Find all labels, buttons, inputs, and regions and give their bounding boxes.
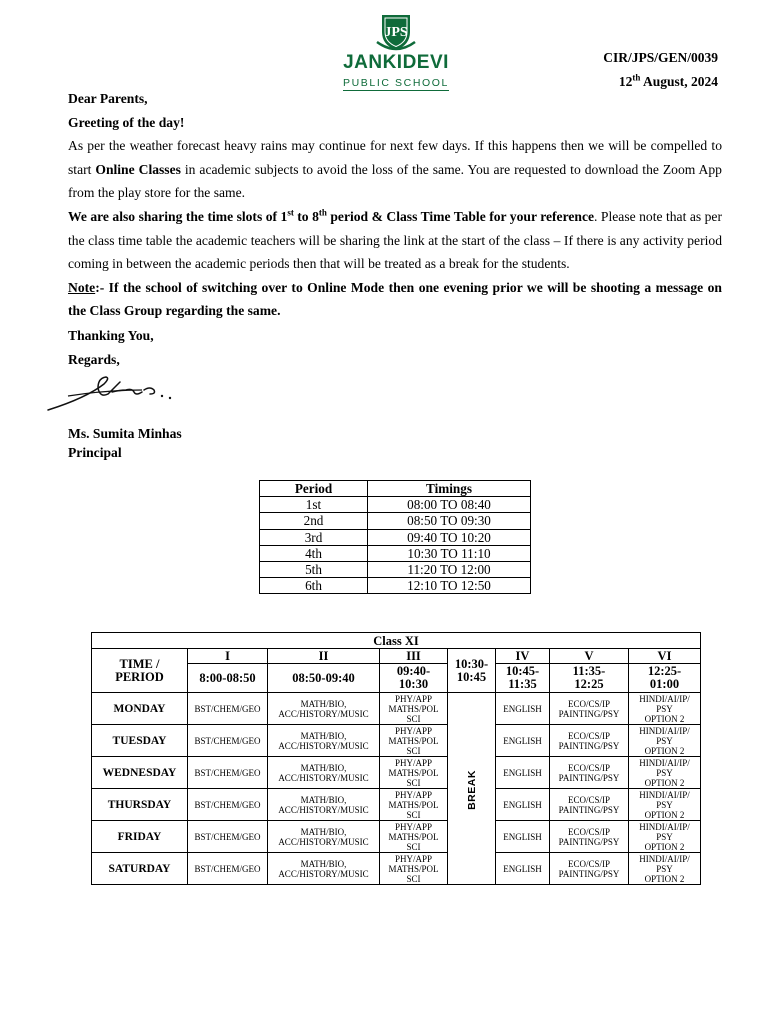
period-6-subjects: HINDI/AI/IP/ PSY OPTION 2: [629, 821, 701, 853]
day-label: THURSDAY: [92, 789, 188, 821]
day-label: TUESDAY: [92, 725, 188, 757]
timing-cell: 10:30 TO 11:10: [368, 545, 531, 561]
period-3-subjects: PHY/APP MATHS/POL SCI: [380, 757, 448, 789]
period-1-subjects: BST/CHEM/GEO: [188, 757, 268, 789]
period-3-subjects: PHY/APP MATHS/POL SCI: [380, 789, 448, 821]
period-5-subjects: ECO/CS/IP PAINTING/PSY: [550, 725, 629, 757]
period-2-subjects: MATH/BIO, ACC/HISTORY/MUSIC: [268, 757, 380, 789]
numeral-V: V: [550, 649, 629, 664]
period-4-subjects: ENGLISH: [496, 853, 550, 885]
numeral-II: II: [268, 649, 380, 664]
school-name: JANKIDEVI: [343, 52, 449, 73]
break-label: BREAK: [465, 769, 478, 810]
letter-date: 12th August, 2024: [618, 72, 718, 89]
timetable-row: [92, 725, 701, 757]
header-timings: Timings: [368, 481, 531, 497]
break-time: 10:30- 10:45: [448, 649, 496, 693]
period-2-subjects: MATH/BIO, ACC/HISTORY/MUSIC: [268, 853, 380, 885]
table-row: [260, 497, 531, 513]
timetable-caption: Class XI: [92, 633, 701, 649]
period-4-subjects: ENGLISH: [496, 693, 550, 725]
school-subtitle: PUBLIC SCHOOL: [343, 77, 449, 89]
period-5-subjects: ECO/CS/IP PAINTING/PSY: [550, 853, 629, 885]
day-label: MONDAY: [92, 693, 188, 725]
day-label: WEDNESDAY: [92, 757, 188, 789]
svg-text:JPS: JPS: [384, 25, 408, 40]
signer-name: Ms. Sumita Minhas: [68, 426, 182, 441]
timing-cell: 08:50 TO 09:30: [368, 513, 531, 529]
period-2-subjects: MATH/BIO, ACC/HISTORY/MUSIC: [268, 821, 380, 853]
period-cell: 6th: [260, 578, 368, 594]
period-6-subjects: HINDI/AI/IP/ PSY OPTION 2: [629, 853, 701, 885]
time-III: 09:40- 10:30: [380, 664, 448, 693]
numeral-IV: IV: [496, 649, 550, 664]
period-1-subjects: BST/CHEM/GEO: [188, 789, 268, 821]
period-cell: 3rd: [260, 529, 368, 545]
numeral-I: I: [188, 649, 268, 664]
thanks-line: Thanking You,: [68, 328, 154, 343]
timing-cell: 12:10 TO 12:50: [368, 578, 531, 594]
school-crest-icon: [373, 12, 419, 52]
signer-block: [68, 424, 182, 462]
timetable-row: [92, 853, 701, 885]
period-4-subjects: ENGLISH: [496, 821, 550, 853]
period-6-subjects: HINDI/AI/IP/ PSY OPTION 2: [629, 693, 701, 725]
regards-line: Regards,: [68, 352, 120, 367]
class-timetable: [91, 632, 701, 885]
table-header-row: [260, 481, 531, 497]
school-logo: [338, 12, 454, 92]
period-3-subjects: PHY/APP MATHS/POL SCI: [380, 853, 448, 885]
timetable-row: [92, 757, 701, 789]
closing: [68, 324, 154, 372]
period-6-subjects: HINDI/AI/IP/ PSY OPTION 2: [629, 789, 701, 821]
table-row: [260, 578, 531, 594]
salutation: Dear Parents,: [68, 91, 148, 106]
period-5-subjects: ECO/CS/IP PAINTING/PSY: [550, 789, 629, 821]
table-row: [260, 529, 531, 545]
timetable-row: [92, 693, 701, 725]
period-3-subjects: PHY/APP MATHS/POL SCI: [380, 693, 448, 725]
period-1-subjects: BST/CHEM/GEO: [188, 821, 268, 853]
time-period-header: TIME / PERIOD: [92, 649, 188, 693]
numeral-III: III: [380, 649, 448, 664]
period-2-subjects: MATH/BIO, ACC/HISTORY/MUSIC: [268, 789, 380, 821]
period-1-subjects: BST/CHEM/GEO: [188, 853, 268, 885]
period-cell: 5th: [260, 561, 368, 577]
time-V: 11:35- 12:25: [550, 664, 629, 693]
paragraph-time-slots: We are also sharing the time slots of 1st to 8th period & Class Time Table for your reference. Please note that as per the class time table the academic teachers will be sharing the link at the start of the class – If there is any activity period coming in between the academic periods then that will be treated as a break for the students.: [68, 207, 722, 272]
circular-reference: CIR/JPS/GEN/0039: [603, 50, 718, 65]
principal-signature: [46, 368, 186, 416]
period-cell: 1st: [260, 497, 368, 513]
numeral-VI: VI: [629, 649, 701, 664]
break-column: [448, 693, 496, 885]
period-5-subjects: ECO/CS/IP PAINTING/PSY: [550, 693, 629, 725]
timetable-row: [92, 789, 701, 821]
table-row: [260, 545, 531, 561]
header-period: Period: [260, 481, 368, 497]
period-4-subjects: ENGLISH: [496, 789, 550, 821]
period-1-subjects: BST/CHEM/GEO: [188, 693, 268, 725]
signer-title: Principal: [68, 445, 122, 460]
period-5-subjects: ECO/CS/IP PAINTING/PSY: [550, 821, 629, 853]
table-row: [260, 561, 531, 577]
greeting: Greeting of the day!: [68, 114, 185, 130]
period-timings-table: [259, 480, 531, 594]
table-row: [260, 513, 531, 529]
time-IV: 10:45- 11:35: [496, 664, 550, 693]
period-4-subjects: ENGLISH: [496, 725, 550, 757]
period-cell: 4th: [260, 545, 368, 561]
timing-cell: 09:40 TO 10:20: [368, 529, 531, 545]
period-5-subjects: ECO/CS/IP PAINTING/PSY: [550, 757, 629, 789]
period-1-subjects: BST/CHEM/GEO: [188, 725, 268, 757]
time-VI: 12:25- 01:00: [629, 664, 701, 693]
timing-cell: 11:20 TO 12:00: [368, 561, 531, 577]
time-II: 08:50-09:40: [268, 664, 380, 693]
period-6-subjects: HINDI/AI/IP/ PSY OPTION 2: [629, 757, 701, 789]
period-2-subjects: MATH/BIO, ACC/HISTORY/MUSIC: [268, 725, 380, 757]
period-3-subjects: PHY/APP MATHS/POL SCI: [380, 821, 448, 853]
timing-cell: 08:00 TO 08:40: [368, 497, 531, 513]
note-paragraph: Note:- If the school of switching over to Online Mode then one evening prior we will be shooting a message on the Class Group regarding the same.: [68, 279, 722, 319]
timetable-row: [92, 821, 701, 853]
period-3-subjects: PHY/APP MATHS/POL SCI: [380, 725, 448, 757]
period-cell: 2nd: [260, 513, 368, 529]
period-2-subjects: MATH/BIO, ACC/HISTORY/MUSIC: [268, 693, 380, 725]
letter-body: [68, 87, 722, 323]
period-4-subjects: ENGLISH: [496, 757, 550, 789]
day-label: SATURDAY: [92, 853, 188, 885]
period-6-subjects: HINDI/AI/IP/ PSY OPTION 2: [629, 725, 701, 757]
time-I: 8:00-08:50: [188, 664, 268, 693]
day-label: FRIDAY: [92, 821, 188, 853]
paragraph-online-classes: As per the weather forecast heavy rains may continue for next few days. If this happens then we will be compelled to start Online Classes in academic subjects to avoid the loss of the same. You are requested to download the Zoom App from the play store for the same.: [68, 138, 722, 201]
